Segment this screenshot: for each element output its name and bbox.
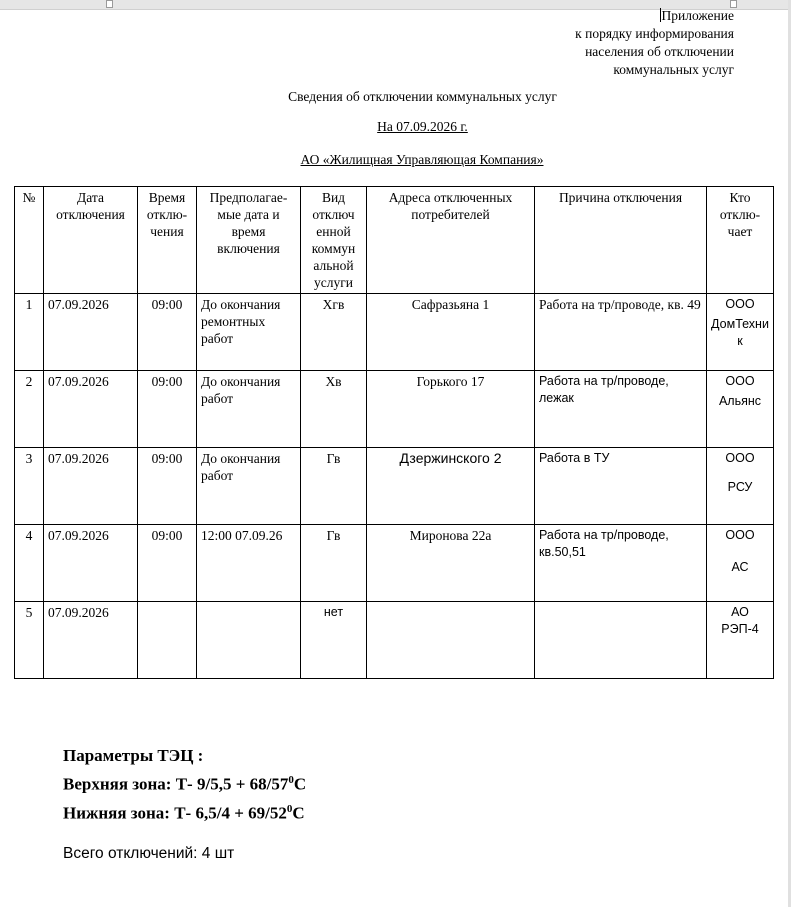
- total-outages: Всего отключений: 4 шт: [63, 845, 235, 862]
- cell-restore: До окончания работ: [197, 371, 301, 448]
- cell-reason: Работа на тр/проводе, лежак: [535, 371, 707, 448]
- cell-service: Гв: [301, 448, 367, 525]
- params-heading: Параметры ТЭЦ :: [63, 746, 204, 765]
- ruler-indent-marker[interactable]: [106, 0, 113, 8]
- cell-number: 2: [15, 371, 44, 448]
- who-line-2: Альянс: [718, 394, 762, 408]
- cell-service: Хгв: [301, 294, 367, 371]
- who-line-1: ООО: [725, 451, 755, 465]
- cell-service: Хв: [301, 371, 367, 448]
- appendix-line-1: Приложение: [661, 8, 734, 23]
- header-who: Кто отклю-чает: [707, 187, 774, 294]
- table-row: [15, 371, 774, 448]
- who-line-1: ООО: [725, 297, 755, 311]
- cell-restore: До окончания ремонтных работ: [197, 294, 301, 371]
- cell-time: [138, 602, 197, 679]
- cell-address: Миронова 22а: [367, 525, 535, 602]
- cell-service: нет: [301, 602, 367, 679]
- cell-number: 5: [15, 602, 44, 679]
- cell-address: Горького 17: [367, 371, 535, 448]
- upper-unit: С: [293, 774, 307, 794]
- cell-date: 07.09.2026: [44, 525, 138, 602]
- cell-service: Гв: [301, 525, 367, 602]
- cell-reason: Работа на тр/проводе, кв. 49: [535, 294, 707, 371]
- cell-who: [707, 602, 774, 679]
- appendix-line-2: к порядку информирования: [575, 26, 734, 41]
- cell-restore: 12:00 07.09.26: [197, 525, 301, 602]
- cell-number: 3: [15, 448, 44, 525]
- header-address: Адреса отключенных потребителей: [367, 187, 535, 294]
- header-restore: Предполагае-мые дата и время включения: [197, 187, 301, 294]
- who-line-1: АО: [731, 605, 749, 619]
- appendix-line-3: населения об отключении: [585, 44, 734, 59]
- appendix-block: [474, 7, 734, 79]
- who-line-1: ООО: [725, 374, 755, 388]
- cell-time: 09:00: [138, 371, 197, 448]
- cell-address: Сафразьяна 1: [367, 294, 535, 371]
- header-reason: Причина отключения: [535, 187, 707, 294]
- table-row: [15, 602, 774, 679]
- text-cursor: [660, 8, 661, 22]
- who-line-2: РЭП-4: [721, 622, 759, 636]
- cell-date: 07.09.2026: [44, 602, 138, 679]
- table-row: [15, 448, 774, 525]
- document-date: На 07.09.2026 г.: [377, 119, 468, 134]
- cell-time: 09:00: [138, 525, 197, 602]
- upper-zone-text: Верхняя зона: Т- 9/5,5 + 68/57: [63, 774, 289, 794]
- cell-date: 07.09.2026: [44, 371, 138, 448]
- outage-table: [14, 186, 774, 679]
- header-time: Время отклю-чения: [138, 187, 197, 294]
- cell-who: [707, 525, 774, 602]
- cell-reason: Работа на тр/проводе, кв.50,51: [535, 525, 707, 602]
- table-row: [15, 525, 774, 602]
- cell-reason: Работа в ТУ: [535, 448, 707, 525]
- who-line-2: АС: [731, 560, 749, 574]
- cell-who: [707, 448, 774, 525]
- cell-time: 09:00: [138, 448, 197, 525]
- cell-who: [707, 371, 774, 448]
- table-header-row: [15, 187, 774, 294]
- organization-name: АО «Жилищная Управляющая Компания»: [300, 152, 544, 167]
- header-date: Дата отключения: [44, 187, 138, 294]
- cell-restore: До окончания работ: [197, 448, 301, 525]
- who-line-1: ООО: [725, 528, 755, 542]
- appendix-line-4: коммунальных услуг: [613, 62, 734, 77]
- params-upper-zone: [63, 768, 306, 797]
- cell-time: 09:00: [138, 294, 197, 371]
- document-title: Сведения об отключении коммунальных услуг: [288, 89, 557, 104]
- who-line-2: ДомТехник: [711, 317, 769, 348]
- lower-zone-text: Нижняя зона: Т- 6,5/4 + 69/52: [63, 803, 287, 823]
- cell-address: [367, 602, 535, 679]
- upper-degree: 0: [288, 774, 294, 786]
- lower-unit: С: [292, 803, 305, 823]
- cell-who: [707, 294, 774, 371]
- params-lower-zone: [63, 797, 306, 826]
- table-row: [15, 294, 774, 371]
- who-line-2: РСУ: [727, 480, 753, 494]
- cell-number: 4: [15, 525, 44, 602]
- cell-date: 07.09.2026: [44, 448, 138, 525]
- header-service: Вид отключ енной коммун альной услуги: [301, 187, 367, 294]
- lower-degree: 0: [286, 802, 293, 815]
- header-number: №: [15, 187, 44, 294]
- cell-restore: [197, 602, 301, 679]
- cell-number: 1: [15, 294, 44, 371]
- cell-address: Дзержинского 2: [367, 448, 535, 525]
- cell-reason: [535, 602, 707, 679]
- chp-parameters: [63, 744, 306, 825]
- cell-date: 07.09.2026: [44, 294, 138, 371]
